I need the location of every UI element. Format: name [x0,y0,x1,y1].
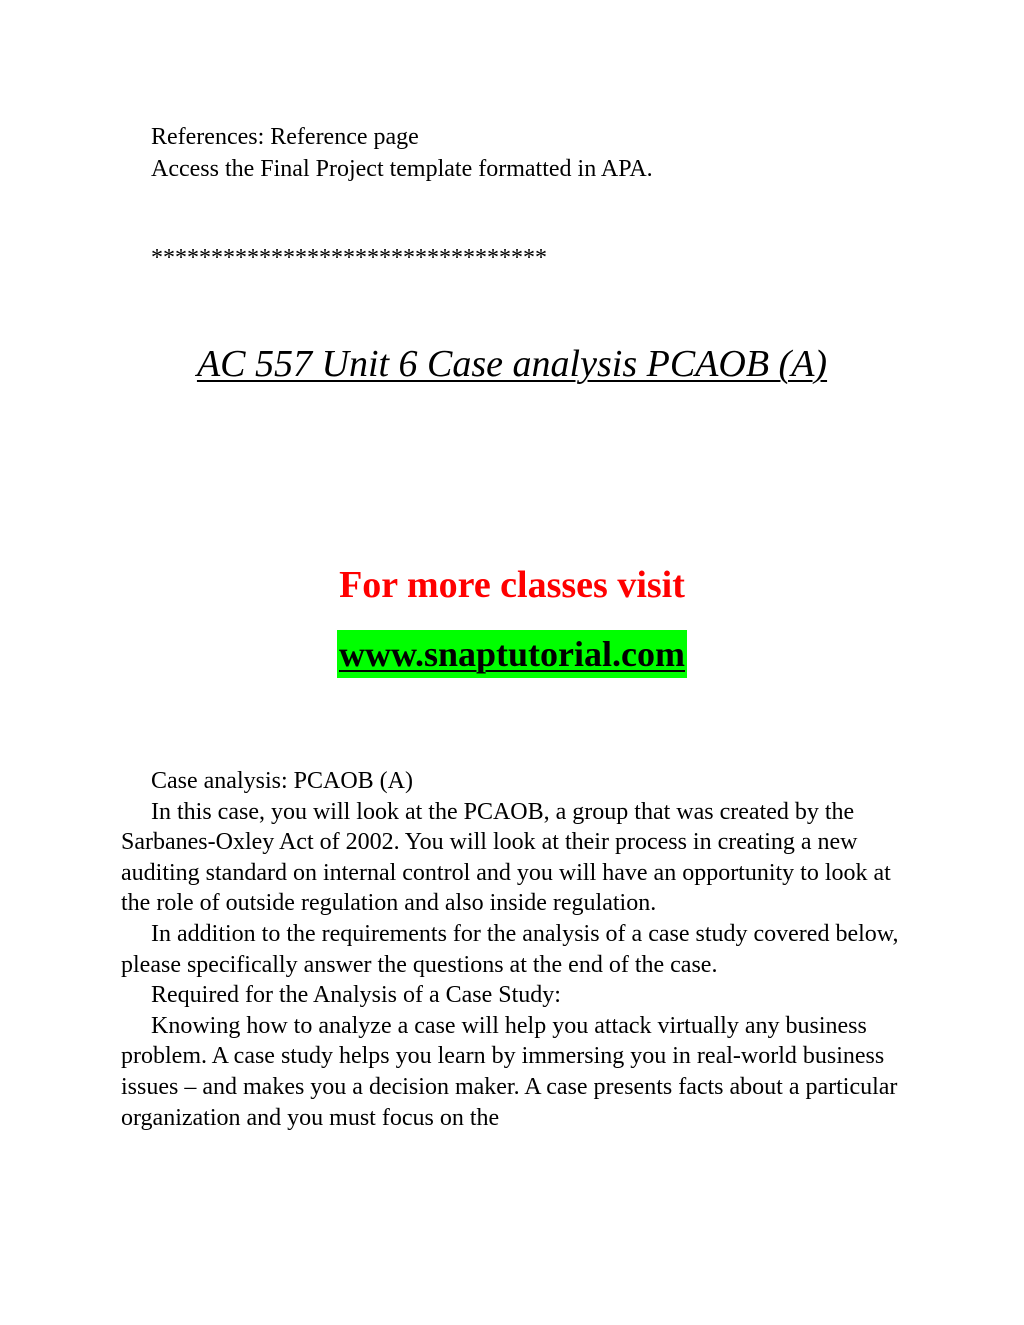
promo-link-wrapper [0,630,1024,678]
body-paragraph: Case analysis: PCAOB (A) [151,768,413,794]
body-paragraph: Knowing how to analyze a case will help you attack virtually any business problem. A case study helps you learn by immersing you in real-world business issues – and makes you a decision maker. A case presents facts about a particular organization and you must focus on the [121,1012,898,1131]
asterisk-separator: ********************************* [151,245,547,271]
access-template-line: Access the Final Project template formatted in APA. [151,156,653,182]
case-body [121,766,911,1133]
references-line: References: Reference page [151,124,419,150]
promo-text: For more classes visit [339,564,685,606]
body-paragraph: Required for the Analysis of a Case Study: [151,982,561,1009]
document-title: AC 557 Unit 6 Case analysis PCAOB (A) [196,343,828,385]
snaptutorial-link[interactable]: www.snaptutorial.com [337,630,687,678]
body-paragraph: In addition to the requirements for the analysis of a case study covered below, please specifically answer the questions at the end of the case. [121,920,899,978]
body-paragraph: In this case, you will look at the PCAOB, a group that was created by the Sarbanes-Oxley Act of 2002. You will look at their process in creating a new auditing standard on internal control and you will have an opportunity to look at the role of outside regulation and also inside regulation. [121,798,891,917]
